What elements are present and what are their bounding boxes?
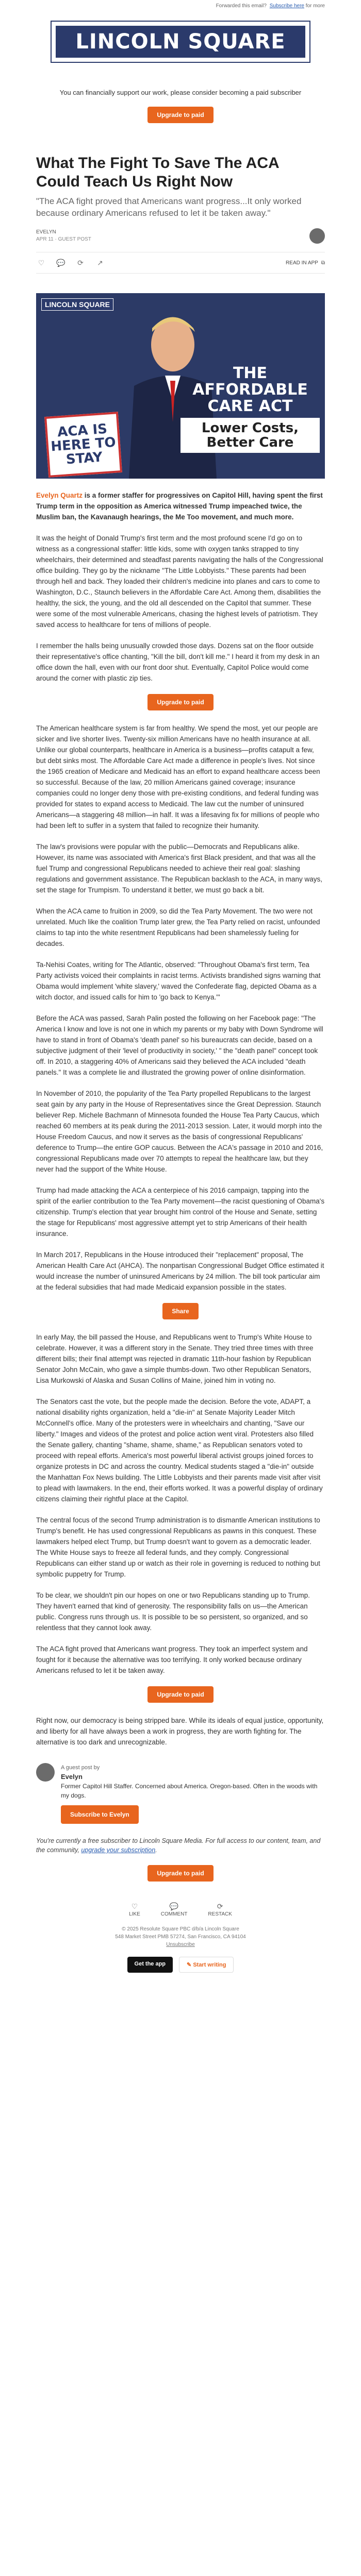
heart-icon[interactable]: ♡: [38, 258, 45, 267]
author-avatar[interactable]: [309, 228, 325, 244]
hero-logo: LINCOLN SQUARE: [41, 298, 113, 311]
hero-title-block: [180, 365, 320, 453]
restack-icon: ⟳: [217, 1902, 223, 1910]
paragraph: I remember the halls being unusually crowded those days. Dozens sat on the floor outside their representative's office chanting, "Kill the bill, don't kill me." I heard it from my desk in an office down the hall, even with our front door shut. Eventually, Capitol Police would come around the corner with plastic zip ties.: [36, 642, 320, 682]
post-actions: [36, 252, 325, 274]
start-writing-button[interactable]: ✎ Start writing: [179, 1957, 234, 1973]
paragraph: In March 2017, Republicans in the House introduced their "replacement" proposal, The American Health Care Act (AHCA). The nonpartisan Congressional Budget Office estimated it would increase the number of uninsured Americans by 24 million. The bill took particular aim at the federal subsidies that had made Medicaid expansion possible in the states.: [36, 1251, 324, 1291]
guest-author-box: [36, 1763, 325, 1824]
paragraph: The law's provisions were popular with the public—Democrats and Republicans alike. However, its name was associated with America's first Black president, and that was all the fuel Trump and congressional Republicans needed to achieve their real goal: slashing regulations and government assistance. The Republican backlash to the ACA, in many ways, set the stage for Trumpism. To understand it better, we must go back a bit.: [36, 843, 323, 894]
upgrade-button-mid[interactable]: Upgrade to paid: [147, 694, 213, 710]
paragraph: When the ACA came to fruition in 2009, so did the Tea Party Movement. The two were not unrelated. Much like the coalition Trump later grew, the Tea Party relied on racist, unfounded claims to tap into the white resentment Republicans had been shamelessly fueling for decades.: [36, 907, 320, 947]
footer-actions: [36, 1902, 325, 1917]
get-app-button[interactable]: Get the app: [127, 1957, 173, 1973]
subscribe-to-author-button[interactable]: Subscribe to Evelyn: [61, 1805, 139, 1824]
hero-title: THE AFFORDABLE CARE ACT: [192, 364, 308, 415]
hero-tagline: Lower Costs, Better Care: [180, 418, 320, 453]
support-text: You can financially support our work, please consider becoming a paid subscriber: [59, 89, 302, 96]
more-text: for more: [305, 3, 325, 9]
restack-icon[interactable]: ⟳: [77, 258, 84, 267]
comment-icon: 💬: [169, 1902, 179, 1910]
article-body-3: [36, 1332, 325, 1676]
subscribe-link[interactable]: Subscribe here: [269, 3, 304, 9]
aca-sign: ACA IS HERE TO STAY: [44, 412, 122, 478]
guest-bio: Former Capitol Hill Staffer. Concerned about America. Oregon-based. Often in the woods with my dogs.: [61, 1783, 318, 1799]
pen-icon: ✎: [187, 1962, 193, 1968]
comment-icon[interactable]: 💬: [56, 258, 65, 267]
guest-avatar[interactable]: [36, 1763, 55, 1782]
guest-label: A guest post by: [61, 1765, 100, 1771]
article-subtitle: "The ACA fight proved that Americans want progress...It only worked because ordinary Americans refused to let it be taken away.": [36, 196, 302, 218]
logo-text: LINCOLN SQUARE: [56, 26, 305, 58]
paragraph: The Senators cast the vote, but the people made the decision. Before the vote, ADAPT, a national disability rights organization, held a "die-in" at Senate Majority Leader Mitch McConnell's office. Many of the protesters were in wheelchairs and chanting, "Save our liberty." Images and videos of the protest and police action went viral. Protesters also filled the Senate gallery, chanting "shame, shame, shame," as Republican senators voted to proceed with repeal efforts. America's most powerful liberal activist groups joined forces to organize protests in DC and across the country. Medical students staged a "die-in" outside the Manhattan Fox News building. The Little Lobbyists and their parents made visit after visit to plead with lawmakers. In the end, their efforts worked. It was a powerful display of ordinary citizens claiming their rightful place at the Capitol.: [36, 1398, 323, 1503]
paragraph: The ACA fight proved that Americans want progress. They took an imperfect system and fought for it because the alternative was too terrifying. It only worked because ordinary Americans refused to let it be taken away.: [36, 1645, 308, 1674]
restack-action[interactable]: ⟳ RESTACK: [208, 1902, 232, 1917]
hero-image[interactable]: [36, 293, 325, 479]
paragraph: In November of 2010, the popularity of the Tea Party propelled Republicans to the largest seat gain by any party in the House of Representatives since the Great Depression. Staunch believer Rep. Michele Bachmann of Minnesota founded the House Tea Party Caucus, which reached 60 members at its peak during the 2011-2013 session. Later, it would morph into the House Freedom Caucus, and now it serves as the basis of congressional Republicans' deference to Trump—the entire GOP caucus. Between the ACA's passage in 2010 and 2016, congressional Republicans made over 70 attempts to repeal the healthcare law, but they never had the support of the White House.: [36, 1090, 323, 1173]
read-in-app-button[interactable]: READ IN APP ⧉: [286, 260, 325, 266]
footer-copyright: © 2025 Resolute Square PBC d/b/a Lincoln Square 548 Market Street PMB 57274, San Francisco, CA 94104 Unsubscribe: [36, 1925, 325, 1948]
intro-author[interactable]: Evelyn Quartz: [36, 492, 83, 499]
upgrade-button-top[interactable]: Upgrade to paid: [147, 107, 213, 123]
post-date: APR 11 · GUEST POST: [36, 236, 91, 242]
paragraph: It was the height of Donald Trump's first term and the most profound scene I'd go on to witness as a congressional staffer: little kids, some with oxygen tanks strapped to tiny wheelchairs, their determined and steadfast parents navigating the halls of the Congressional office building. They go by the nickname "The Little Lobbyists." These parents had been through hell and back. They loaded their children's medicine into planes and cars to come to Washington, D.C., Staunch believers in the Affordable Care Act. Among them, disabilities the healthy, the sick, the young, and the old all descended on the Capitol that summer. These were some of the most vulnerable Americans, chasing the highest levels of patriotism. They saved access to healthcare for tens of millions of people.: [36, 534, 323, 629]
paragraph: The American healthcare system is far from healthy. We spend the most, yet our people are sicker and live shorter lives. Twenty-six million Americans have no health insurance at all. Unlike our global counterparts, healthcare in America is a business—profits catapult a few, but debt sinks most. The Affordable Care Act made a difference in people's lives. Not since the 1965 creation of Medicare and Medicaid has an effort to expand healthcare access been so successful. Because of the law, 20 million Americans gained coverage; insurance companies could no longer deny those with pre-existing conditions, and federal funding was provided for states to expand access to Medicaid. The law cut the number of uninsured Americans—a staggering 48 million—in half. It was a lifesaving fix for millions of people who had been left to suffer in a system that failed to recognize their humanity.: [36, 724, 320, 829]
guest-name[interactable]: Evelyn: [61, 1773, 83, 1781]
unsubscribe-link[interactable]: Unsubscribe: [166, 1942, 195, 1947]
intro-text: is a former staffer for progressives on Capitol Hill, having spent the first Trump term in the opposition as America witnessed Trump impeached twice, the Muslim ban, the Kavanaugh hearings, the Me Too movement, and much more.: [36, 492, 323, 521]
upgrade-subscription-link[interactable]: upgrade your subscription: [81, 1846, 156, 1854]
external-link-icon: ⧉: [321, 260, 325, 266]
forwarded-text: Forwarded this email?: [216, 3, 267, 9]
paragraph: Trump had made attacking the ACA a centerpiece of his 2016 campaign, tapping into the spirit of the earlier contribution to the Tea Party movement—the racist questioning of Obama's citizenship. Trump's election that year brought him control of the House and Senate, setting the stage for Republicans' most aggressive attempt yet to strip Americans of their health insurance.: [36, 1187, 325, 1238]
intro-paragraph: [36, 490, 325, 522]
article-title[interactable]: What The Fight To Save The ACA Could Teach Us Right Now: [36, 155, 279, 190]
like-action[interactable]: ♡ LIKE: [129, 1902, 140, 1917]
masthead-logo[interactable]: [36, 21, 325, 63]
article-body-2: [36, 723, 325, 1293]
comment-action[interactable]: 💬 COMMENT: [160, 1902, 188, 1917]
share-button[interactable]: Share: [162, 1303, 198, 1319]
paragraph: Ta-Nehisi Coates, writing for The Atlantic, observed: "Throughout Obama's first term, Tea Party activists voiced their complaints in racist terms. Activists brandished signs warning that Obama would implement 'white slavery,' waved the Confederate flag, depicted Obama as a witch doctor, and issued calls for him to 'go back to Kenya.'": [36, 961, 321, 1001]
upgrade-button-footer[interactable]: Upgrade to paid: [147, 1865, 213, 1882]
paragraph: In early May, the bill passed the House, and Republicans went to Trump's White House to celebrate. However, it was a different story in the Senate. They tried three times with three different bills; their final attempt was rejected in dramatic 11th-hour fashion by Republican Senator John McCain, who gave a simple thumbs-down. Two other Republican Senators, Lisa Murkowski of Alaska and Susan Collins of Maine, joined him in voting no.: [36, 1333, 314, 1384]
author-name[interactable]: EVELYN: [36, 229, 56, 235]
closing-paragraph: Right now, our democracy is being stripped bare. While its ideals of equal justice, opportunity, and liberty for all have always been a work in progress, they are worth fighting for. The alternative is too dark and unrecognizable.: [36, 1717, 324, 1746]
article-body: [36, 490, 325, 684]
paragraph: Before the ACA was passed, Sarah Palin posted the following on her Facebook page: "The America I know and love is not one in which my parents or my baby with Down Syndrome will have to stand in front of Obama's 'death panel' so his bureaucrats can decide, based on a subjective judgment of their 'level of productivity in society,' " the "death panel" concept took off. In 2010, a staggering 40% of Americans said they believed the ACA included "death panels." It was a complete lie and illustrated the growing power of online disinformation.: [36, 1014, 323, 1076]
heart-icon: ♡: [131, 1902, 138, 1910]
byline: [36, 228, 325, 244]
forward-bar: [0, 0, 361, 11]
paragraph: The central focus of the second Trump administration is to dismantle American institutions to Trump's benefit. He has used congressional Republicans as pawns in this conquest. These lawmakers helped elect Trump, but Trump doesn't want to govern as a democratic leader. The White House says to freeze all federal funds, and they comply. Congressional Republicans can either stand up or watch as their role in governing is reduced to nothing but symbolic puppetry for Trump.: [36, 1516, 320, 1578]
upgrade-button-bottom[interactable]: Upgrade to paid: [147, 1686, 213, 1703]
share-icon[interactable]: ↗: [97, 258, 103, 267]
app-buttons: [36, 1957, 325, 1973]
paragraph: To be clear, we shouldn't pin our hopes on one or two Republicans standing up to Trump. They haven't earned that kind of generosity. The responsibility falls on us—the American public. Congress runs through us. It is possible to be so persistent, so organized, and so relentless that they cannot look away.: [36, 1591, 310, 1632]
subscriber-note: You're currently a free subscriber to Lincoln Square Media. For full access to our content, team, and the community, upgrade your subscription.: [36, 1837, 321, 1854]
